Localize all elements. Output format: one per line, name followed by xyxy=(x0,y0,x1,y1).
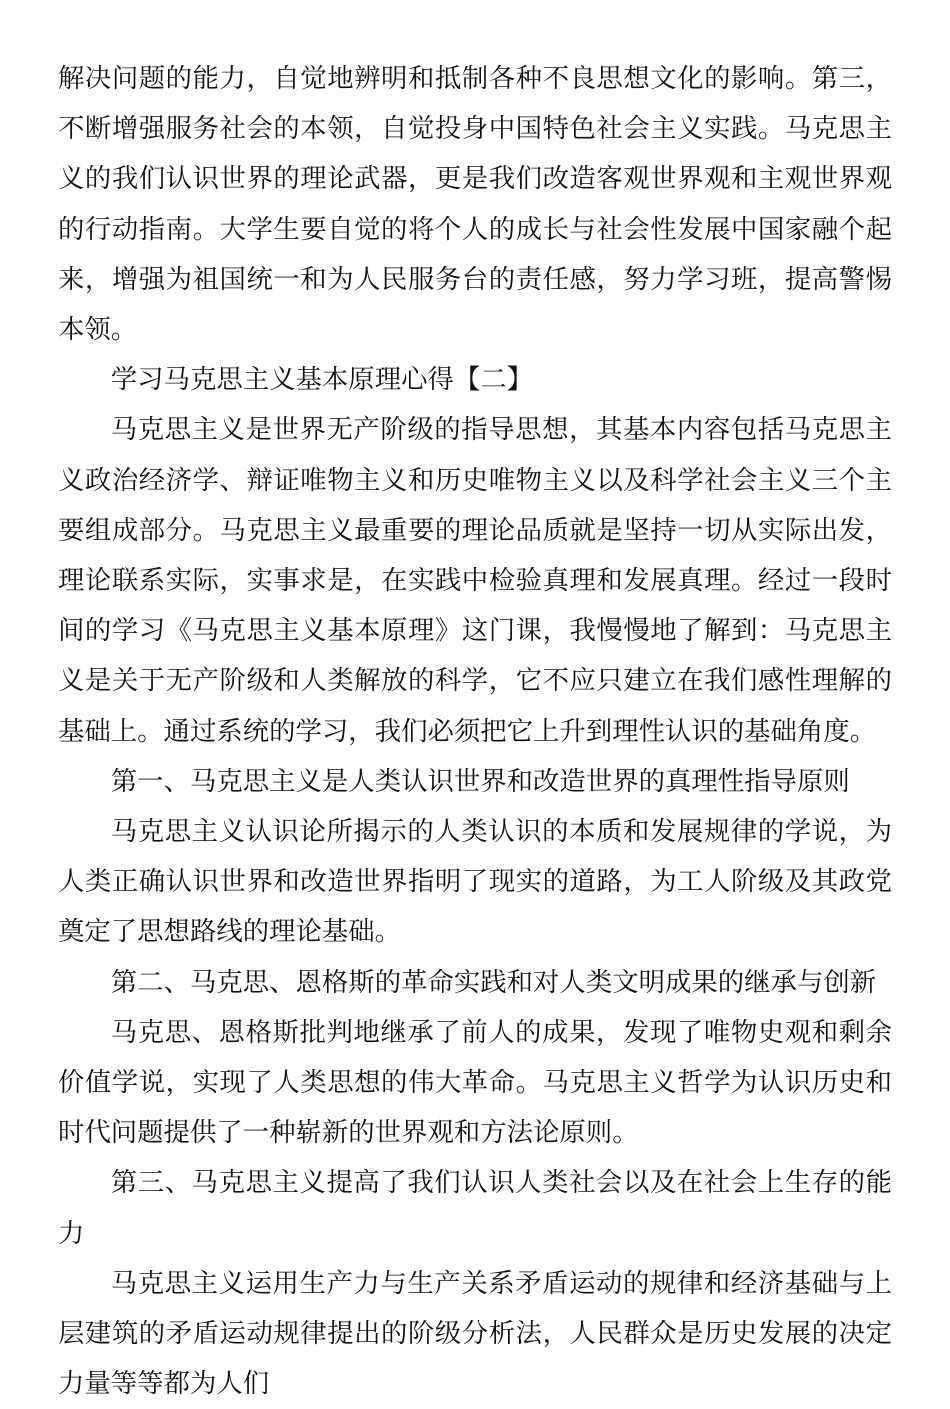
body-paragraph-point-2: 马克思、恩格斯批判地继承了前人的成果，发现了唯物史观和剩余价值学说，实现了人类思想的伟大革命。马克思主义哲学为认识历史和时代问题提供了一种崭新的世界观和方法论原则。 xyxy=(58,1016,892,1149)
section-title: 学习马克思主义基本原理心得【二】 xyxy=(110,364,534,396)
body-paragraph-intro: 马克思主义是世界无产阶级的指导思想，其基本内容包括马克思主义政治经济学、辩证唯物主义和历史唯物主义以及科学社会主义三个主要组成部分。马克思主义最重要的理论品质就是坚持一切从实际出发，理论联系实际，实事求是，在实践中检验真理和发展真理。经过一段时间的学习《马克思主义基本原理》这门课，我慢慢地了解到：马克思主义是关于无产阶级和人类解放的科学，它不应只建立在我们感性理解的基础上。通过系统的学习，我们必须把它上升到理性认识的基础角度。 xyxy=(58,414,892,747)
body-paragraph-point-3: 马克思主义运用生产力与生产关系矛盾运动的规律和经济基础与上层建筑的矛盾运动规律提出的阶级分析法，人民群众是历史发展的决定力量等等都为人们 xyxy=(58,1267,892,1400)
point-heading-2: 第二、马克思、恩格斯的革命实践和对人类文明成果的继承与创新 xyxy=(110,966,877,998)
body-paragraph-continued: 解决问题的能力，自觉地辨明和抵制各种不良思想文化的影响。第三，不断增强服务社会的本领，自觉投身中国特色社会主义实践。马克思主义的我们认识世界的理论武器，更是我们改造客观世界观和主观世界观的行动指南。大学生要自觉的将个人的成长与社会性发展中国家融个起来，增强为祖国统一和为人民服务台的责任感，努力学习班，提高警惕本领。 xyxy=(58,63,892,346)
point-heading-1: 第一、马克思主义是人类认识世界和改造世界的真理性指导原则 xyxy=(110,765,850,797)
document-page xyxy=(58,54,892,1409)
body-paragraph-point-1: 马克思主义认识论所揭示的人类认识的本质和发展规律的学说，为人类正确认识世界和改造世界指明了现实的道路，为工人阶级及其政党奠定了思想路线的理论基础。 xyxy=(58,816,892,948)
point-heading-3: 第三、马克思主义提高了我们认识人类社会以及在社会上生存的能力 xyxy=(58,1167,892,1249)
